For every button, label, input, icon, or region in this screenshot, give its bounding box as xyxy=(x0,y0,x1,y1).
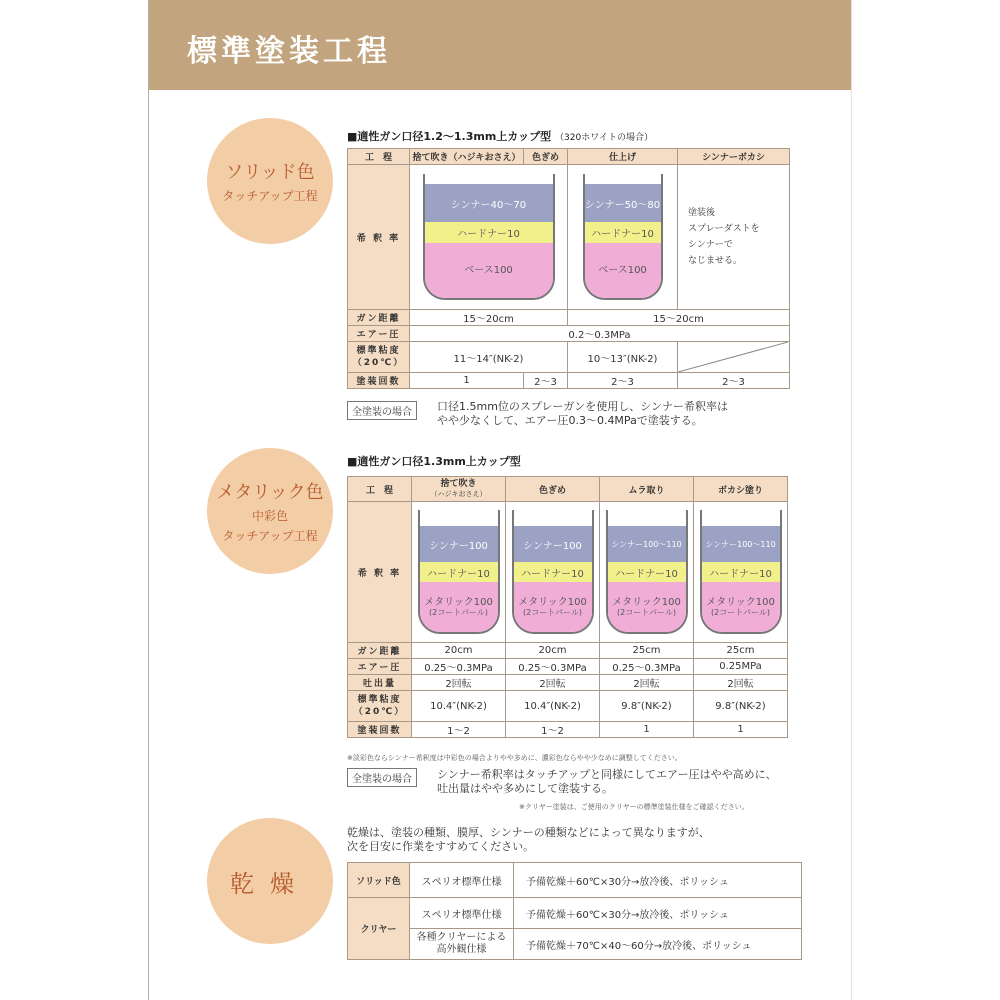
solid-cup1-hardener: ハードナー10 xyxy=(425,222,553,243)
metallic-viscosity-label xyxy=(348,691,412,722)
solid-circle-sub: タッチアップ工程 xyxy=(222,189,318,203)
metallic-viscosity-1: 10.4″(NK-2) xyxy=(412,691,506,722)
metallic-cup1-thinner: シンナー100 xyxy=(420,526,498,562)
drying-proc-clear-standard: 予備乾燥＋60℃×30分→放冷後、ポリッシュ xyxy=(514,898,802,929)
cup-base-sub: (2コートパール) xyxy=(710,608,770,618)
drying-proc-clear-high: 予備乾燥＋70℃×40～60分→放冷後、ポリッシュ xyxy=(514,929,802,960)
solid-gun-distance-2: 15～20cm xyxy=(568,310,790,326)
metallic-header-sutebuki xyxy=(412,477,506,502)
solid-cup2-base: ベース100 xyxy=(585,243,661,298)
drying-intro xyxy=(347,826,710,854)
metallic-viscosity-2: 10.4″(NK-2) xyxy=(506,691,600,722)
solid-cup2-thinner: シンナー50～80 xyxy=(585,184,661,222)
page xyxy=(148,0,852,1000)
drying-circle-title: 乾燥 xyxy=(230,869,310,898)
metallic-coats-3: 1 xyxy=(600,722,694,738)
solid-viscosity-label xyxy=(348,342,410,373)
all-paint-text-line: 吐出量はやや多めにして塗装する。 xyxy=(437,782,613,795)
metallic-discharge-3: 2回転 xyxy=(600,675,694,691)
drying-cat-solid: ソリッド色 xyxy=(348,863,410,898)
cup-base-text: メタリック100 xyxy=(518,596,587,608)
metallic-circle-sub2: タッチアップ工程 xyxy=(222,529,318,543)
cup-base-sub: (2コートパール) xyxy=(616,608,676,618)
diagonal-slash-icon xyxy=(678,342,788,372)
metallic-air-3: 0.25～0.3MPa xyxy=(600,659,694,675)
solid-gun-distance-1: 15～20cm xyxy=(410,310,568,326)
metallic-discharge-2: 2回転 xyxy=(506,675,600,691)
metallic-gun-distance-3: 25cm xyxy=(600,643,694,659)
drying-spec-line: 高外観仕様 xyxy=(436,944,487,955)
solid-section-title-sub: （320ホワイトの場合） xyxy=(555,133,653,143)
drying-spec-line: 各種クリヤーによる xyxy=(416,932,507,943)
bokashi-note-line: シンナーで xyxy=(688,240,733,250)
solid-viscosity-na xyxy=(678,342,790,373)
metallic-clear-note: ※クリヤー塗装は、ご使用のクリヤーの標準塗装仕様をご確認ください。 xyxy=(519,803,749,811)
bokashi-note-line: 塗装後 xyxy=(688,208,716,218)
metallic-cup4-cell xyxy=(694,502,788,643)
solid-gun-distance-label: ガン距離 xyxy=(348,310,410,326)
metallic-air-label: エアー圧 xyxy=(348,659,412,675)
drying-proc-solid: 予備乾燥＋60℃×30分→放冷後、ポリッシュ xyxy=(514,863,802,898)
metallic-gun-distance-1: 20cm xyxy=(412,643,506,659)
viscosity-label-line: 標準粘度 xyxy=(356,346,401,356)
viscosity-label-line: （20℃） xyxy=(352,358,405,368)
viscosity-label-line: 標準粘度 xyxy=(357,695,402,705)
metallic-all-paint-text xyxy=(437,768,777,796)
metallic-air-2: 0.25～0.3MPa xyxy=(506,659,600,675)
metallic-cup4-base xyxy=(702,582,780,632)
solid-all-paint-label: 全塗装の場合 xyxy=(347,401,417,420)
all-paint-text-line: やや少なくして、エアー圧0.3～0.4MPaで塗装する。 xyxy=(437,414,703,427)
metallic-cup3-hardener: ハードナー10 xyxy=(608,562,686,582)
metallic-cup4-hardener: ハードナー10 xyxy=(702,562,780,582)
all-paint-text-line: シンナー希釈率はタッチアップと同様にしてエアー圧はやや高めに、 xyxy=(437,768,777,781)
cup-base-sub: (2コートパール) xyxy=(522,608,582,618)
cup-base-text: メタリック100 xyxy=(424,596,493,608)
solid-cup1-cell xyxy=(410,165,568,310)
metallic-circle xyxy=(207,448,333,574)
metallic-coats-label: 塗装回数 xyxy=(348,722,412,738)
metallic-header-irogime: 色ぎめ xyxy=(506,477,600,502)
solid-cup2 xyxy=(583,174,663,300)
metallic-header-process: 工 程 xyxy=(348,477,412,502)
metallic-rate-label: 希 釈 率 xyxy=(348,502,412,643)
metallic-cup2-hardener: ハードナー10 xyxy=(514,562,592,582)
header-line: （ハジキおさえ） xyxy=(430,490,487,498)
page-title: 標準塗装工程 xyxy=(187,34,391,69)
metallic-table xyxy=(347,476,788,738)
bokashi-note-line: スプレーダストを xyxy=(688,224,760,234)
solid-viscosity-2: 10～13″(NK-2) xyxy=(568,342,678,373)
page-header xyxy=(149,0,851,90)
metallic-coats-2: 1～2 xyxy=(506,722,600,738)
drying-table xyxy=(347,862,802,960)
solid-cup1 xyxy=(423,174,555,300)
metallic-coats-4: 1 xyxy=(694,722,788,738)
metallic-discharge-label: 吐出量 xyxy=(348,675,412,691)
metallic-cup2-cell xyxy=(506,502,600,643)
metallic-cup2-thinner: シンナー100 xyxy=(514,526,592,562)
metallic-circle-sub1: 中彩色 xyxy=(251,509,288,523)
solid-cup1-thinner: シンナー40～70 xyxy=(425,184,553,222)
all-paint-text-line: 口径1.5mm位のスプレーガンを使用し、シンナー希釈率は xyxy=(437,400,728,413)
solid-bokashi-note xyxy=(678,165,790,310)
solid-cup2-hardener: ハードナー10 xyxy=(585,222,661,243)
metallic-viscosity-4: 9.8″(NK-2) xyxy=(694,691,788,722)
metallic-cup1-base xyxy=(420,582,498,632)
solid-coats-2: 2～3 xyxy=(524,373,568,389)
metallic-discharge-4: 2回転 xyxy=(694,675,788,691)
solid-header-sutebuki: 捨て吹き（ハジキおさえ） xyxy=(410,149,524,165)
viscosity-label-line: （20℃） xyxy=(353,707,406,717)
metallic-coats-1: 1～2 xyxy=(412,722,506,738)
solid-viscosity-1: 11～14″(NK-2) xyxy=(410,342,568,373)
metallic-header-muratori: ムラ取り xyxy=(600,477,694,502)
metallic-air-4: 0.25MPa xyxy=(694,659,788,675)
drying-intro-line: 次を目安に作業をすすめてください。 xyxy=(347,840,535,853)
solid-section-title xyxy=(347,128,653,144)
bokashi-note-line: なじませる。 xyxy=(688,256,743,266)
metallic-section-title: ■適性ガン口径1.3mm上カップ型 xyxy=(347,455,521,468)
cup-base-text: メタリック100 xyxy=(612,596,681,608)
solid-cup2-cell xyxy=(568,165,678,310)
solid-header-bokashi: シンナーボカシ xyxy=(678,149,790,165)
metallic-gun-distance-2: 20cm xyxy=(506,643,600,659)
metallic-cup3-base xyxy=(608,582,686,632)
metallic-cup3 xyxy=(606,510,688,634)
drying-spec-clear-standard: スペリオ標準仕様 xyxy=(410,898,514,929)
solid-circle xyxy=(207,118,333,244)
solid-header-process: 工 程 xyxy=(348,149,410,165)
metallic-cup4-thinner: シンナー100～110 xyxy=(702,526,780,562)
drying-circle xyxy=(207,818,333,944)
metallic-all-paint-label: 全塗装の場合 xyxy=(347,768,417,787)
metallic-cup3-thinner: シンナー100～110 xyxy=(608,526,686,562)
metallic-cup2-base xyxy=(514,582,592,632)
solid-coats-3: 2～3 xyxy=(568,373,678,389)
solid-all-paint-text xyxy=(437,400,728,428)
solid-coats-label: 塗装回数 xyxy=(348,373,410,389)
metallic-viscosity-3: 9.8″(NK-2) xyxy=(600,691,694,722)
metallic-header-bokashi: ボカシ塗り xyxy=(694,477,788,502)
solid-table xyxy=(347,148,790,389)
solid-header-shiage: 仕上げ xyxy=(568,149,678,165)
cup-base-text: メタリック100 xyxy=(706,596,775,608)
metallic-air-1: 0.25～0.3MPa xyxy=(412,659,506,675)
metallic-discharge-1: 2回転 xyxy=(412,675,506,691)
metallic-cup3-cell xyxy=(600,502,694,643)
drying-cat-clear: クリヤー xyxy=(348,898,410,960)
solid-rate-label: 希 釈 率 xyxy=(348,165,410,310)
solid-section-title-main: ■適性ガン口径1.2～1.3mm上カップ型 xyxy=(347,130,552,143)
solid-header-irogime: 色ぎめ xyxy=(524,149,568,165)
solid-air-value: 0.2～0.3MPa xyxy=(410,326,790,342)
metallic-footnote: ※淡彩色ならシンナー希釈度は中彩色の場合よりやや多めに、濃彩色ならやや少なめに調整してください。 xyxy=(347,754,682,762)
metallic-cup1-cell xyxy=(412,502,506,643)
solid-coats-4: 2～3 xyxy=(678,373,790,389)
drying-intro-line: 乾燥は、塗装の種類、膜厚、シンナーの種類などによって異なりますが、 xyxy=(347,826,710,839)
solid-cup1-base: ベース100 xyxy=(425,243,553,298)
solid-air-label: エアー圧 xyxy=(348,326,410,342)
metallic-cup1-hardener: ハードナー10 xyxy=(420,562,498,582)
drying-spec-clear-high xyxy=(410,929,514,960)
solid-coats-1: 1 xyxy=(410,373,524,389)
header-line: 捨て吹き xyxy=(440,479,477,489)
metallic-cup4 xyxy=(700,510,782,634)
cup-base-sub: (2コートパール) xyxy=(428,608,488,618)
drying-spec-solid: スペリオ標準仕様 xyxy=(410,863,514,898)
metallic-gun-distance-label: ガン距離 xyxy=(348,643,412,659)
metallic-cup2 xyxy=(512,510,594,634)
metallic-cup1 xyxy=(418,510,500,634)
metallic-gun-distance-4: 25cm xyxy=(694,643,788,659)
metallic-circle-title: メタリック色 xyxy=(216,482,324,503)
solid-circle-title: ソリッド色 xyxy=(225,162,315,183)
